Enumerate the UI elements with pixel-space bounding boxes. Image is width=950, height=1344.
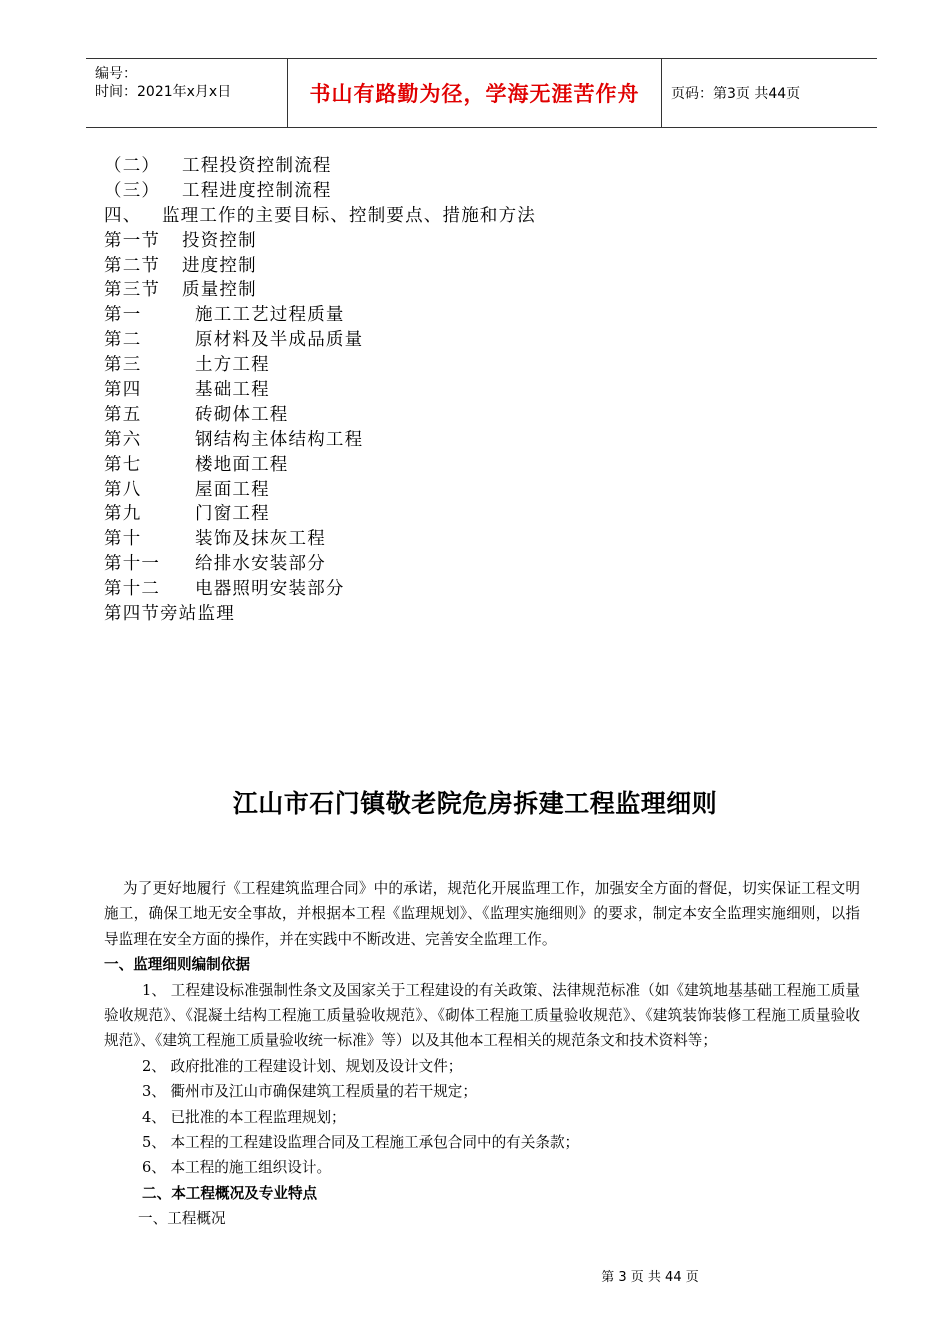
toc-entry: [104, 278, 536, 303]
basis-item: 4、 已批准的本工程监理规划；: [142, 1108, 346, 1126]
page-header: [86, 58, 877, 128]
document-title: 江山市石门镇敬老院危房拆建工程监理细则: [232, 789, 718, 818]
toc-entry-number: 第二节: [104, 255, 161, 276]
toc-entry-title: 投资控制: [182, 230, 257, 251]
toc-entry-number: 第三节: [104, 280, 161, 301]
toc-entry: [104, 328, 536, 353]
document-body: [104, 876, 860, 1232]
toc-entry-title: 装饰及抹灰工程: [195, 529, 326, 550]
toc-entry: [104, 303, 536, 328]
footer-page-number: 第 3 页 共 44 页: [601, 1270, 699, 1285]
toc-entry-number: 第十一: [104, 554, 161, 575]
section-heading-overview: 二、本工程概况及专业特点: [142, 1184, 318, 1202]
toc-entry: [104, 154, 536, 179]
toc-entry-number: 第七: [104, 454, 142, 475]
header-page-info: 页码：第3页 共44页: [671, 86, 801, 102]
header-meta: [86, 59, 288, 127]
toc-entry-number: 四、: [104, 205, 142, 226]
toc-entry-number: 第十: [104, 529, 142, 550]
intro-paragraph: 为了更好地履行《工程建筑监理合同》中的承诺，规范化开展监理工作，加强安全方面的督促，切实保证工程文明施工，确保工地无安全事故，并根据本工程《监理规划》、《监理实施细则》的要求，制定本安全监理实施细则，以指导监理在安全方面的操作，并在实践中不断改进、完善安全监理工作。: [104, 880, 860, 948]
toc-entry-title: 给排水安装部分: [195, 554, 326, 575]
toc-entry: [104, 428, 536, 453]
table-of-contents: [104, 154, 536, 627]
toc-entry-number: 第六: [104, 429, 142, 450]
toc-entry-number: 第十二: [104, 579, 161, 600]
toc-entry-title: 屋面工程: [195, 479, 270, 500]
toc-entry-title: 施工工艺过程质量: [195, 305, 345, 326]
toc-entry-title: 钢结构主体结构工程: [195, 429, 364, 450]
basis-item: 5、 本工程的工程建设监理合同及工程施工承包合同中的有关条款；: [142, 1134, 580, 1152]
header-slogan: 书山有路勤为径，学海无涯苦作舟: [309, 82, 640, 106]
toc-entry: [104, 179, 536, 204]
toc-entry-number: 第五: [104, 404, 142, 425]
toc-entry: [104, 378, 536, 403]
toc-entry-number: 第四: [104, 380, 142, 401]
toc-entry-title: 土方工程: [195, 355, 270, 376]
header-slogan-cell: [288, 59, 662, 127]
toc-entry-number: （二）: [104, 156, 161, 176]
toc-entry-number: 第一节: [104, 230, 161, 251]
toc-entry-title: 楼地面工程: [195, 454, 289, 475]
toc-entry: [104, 204, 536, 229]
toc-entry: [104, 602, 536, 627]
basis-item: 1、 工程建设标准强制性条文及国家关于工程建设的有关政策、法律规范标准（如《建筑地基基础工程施工质量验收规范》、《混凝土结构工程施工质量验收规范》、《砌体工程施工质量验收规范》、《建筑装饰装修工程施工质量验收规范》、《建筑工程施工质量验收统一标准》等）以及其他本工程相关的规范条文和技术资料等；: [104, 981, 860, 1050]
toc-entry: [104, 403, 536, 428]
toc-entry: [104, 254, 536, 279]
toc-entry-number: （三）: [104, 180, 161, 201]
document-date: 时间：2021年x月x日: [95, 84, 232, 100]
section-heading-basis: 一、监理细则编制依据: [104, 956, 250, 974]
page-footer: [0, 1266, 950, 1285]
toc-entry-title: 质量控制: [182, 280, 257, 301]
toc-entry-number: 第三: [104, 355, 142, 376]
toc-entry-title: 进度控制: [182, 255, 257, 276]
toc-entry: [104, 478, 536, 503]
basis-item: 3、 衢州市及江山市确保建筑工程质量的若干规定；: [142, 1083, 477, 1101]
toc-entry: [104, 453, 536, 478]
toc-entry: [104, 552, 536, 577]
toc-entry-number: 第九: [104, 504, 142, 525]
basis-item: 2、 政府批准的工程建设计划、规划及设计文件；: [142, 1057, 463, 1075]
toc-entry-number: 第四节旁站监理: [104, 604, 235, 625]
toc-entry: [104, 527, 536, 552]
toc-entry-title: 工程投资控制流程: [182, 156, 332, 176]
toc-entry-title: 工程进度控制流程: [182, 180, 332, 201]
toc-entry-title: 砖砌体工程: [195, 404, 289, 425]
toc-entry-number: 第八: [104, 479, 142, 500]
toc-entry-title: 电器照明安装部分: [195, 579, 345, 600]
subsection-overview: 一、工程概况: [138, 1210, 226, 1228]
toc-entry-number: 第一: [104, 305, 142, 326]
basis-list: [104, 978, 860, 1181]
toc-entry-title: 监理工作的主要目标、控制要点、措施和方法: [162, 205, 536, 226]
basis-item: 6、 本工程的施工组织设计。: [142, 1159, 332, 1177]
toc-entry-number: 第二: [104, 330, 142, 351]
toc-entry-title: 门窗工程: [195, 504, 270, 525]
toc-entry-title: 原材料及半成品质量: [195, 330, 364, 351]
toc-entry: [104, 502, 536, 527]
toc-entry: [104, 229, 536, 254]
toc-entry-title: 基础工程: [195, 380, 270, 401]
toc-entry: [104, 577, 536, 602]
toc-entry: [104, 353, 536, 378]
document-number-label: 编号：: [95, 66, 137, 82]
